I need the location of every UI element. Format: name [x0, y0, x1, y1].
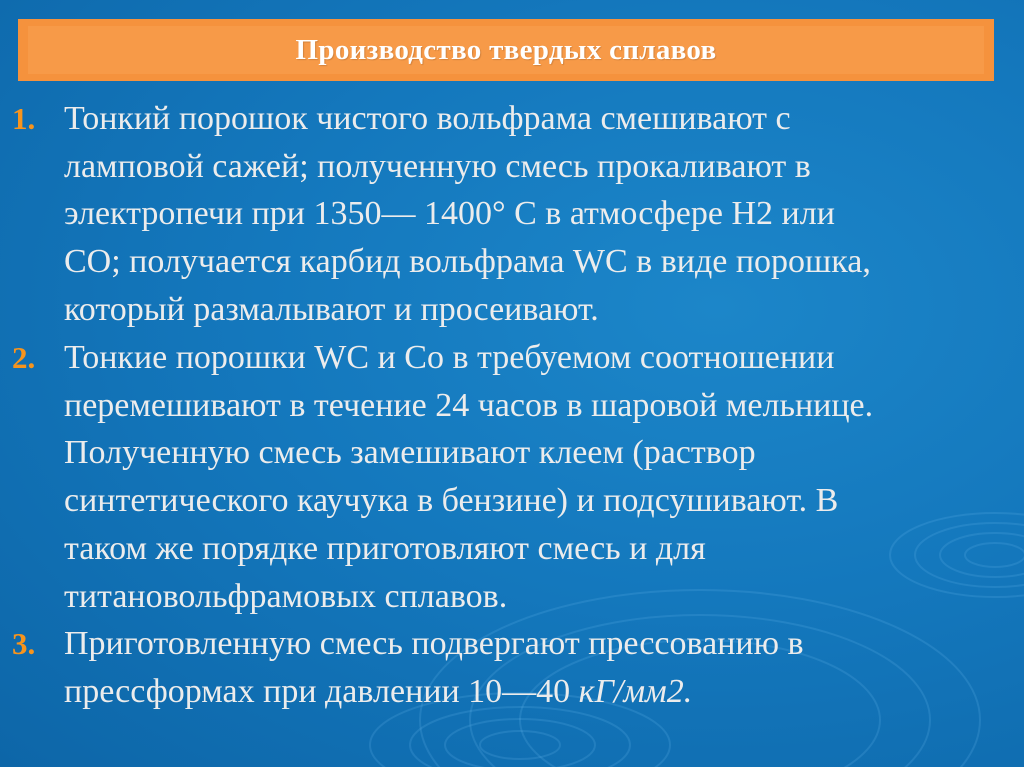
list-item-2 — [10, 334, 1010, 620]
text-line: который размалывают и просеивают. — [64, 290, 599, 328]
text-line — [64, 668, 994, 716]
title-panel — [28, 26, 984, 74]
list-item-number: 1. — [12, 101, 36, 136]
text-line: Полученную смесь замешивают клеем (раствор — [64, 434, 756, 472]
title-bar — [18, 19, 994, 81]
list-item-text — [64, 620, 994, 715]
text-segment: прессформах при давлении 10—40 — [64, 672, 579, 710]
text-line: ламповой сажей; полученную смесь прокаливают в — [64, 147, 811, 185]
list-item-3 — [10, 620, 1010, 715]
text-line: Приготовленную смесь подвергают прессованию в — [64, 625, 804, 662]
text-line: синтетического каучука в бензине) и подсушивают. В — [64, 482, 839, 520]
pressure-unit: кГ/мм2. — [578, 672, 693, 710]
text-line: CO; получается карбид вольфрама WC в виде порошка, — [64, 243, 871, 281]
text-line: перемешивают в течение 24 часов в шаровой мельнице. — [64, 386, 874, 424]
list-item-text — [64, 95, 994, 334]
list-item-1 — [10, 95, 1010, 334]
text-line: Тонкие порошки WC и Co в требуемом соотношении — [64, 339, 835, 376]
list-item-number: 2. — [12, 340, 36, 375]
text-line: таком же порядке приготовляют смесь и для — [64, 529, 706, 567]
text-line: электропечи при 1350— 1400° С в атмосфере H2 или — [64, 195, 835, 233]
slide-title: Производство твердых сплавов — [295, 33, 717, 66]
list-item-text — [64, 334, 994, 620]
text-line: Тонкий порошок чистого вольфрама смешивают с — [64, 100, 791, 137]
text-line: титановольфрамовых сплавов. — [64, 577, 508, 615]
list-item-number: 3. — [12, 626, 36, 661]
